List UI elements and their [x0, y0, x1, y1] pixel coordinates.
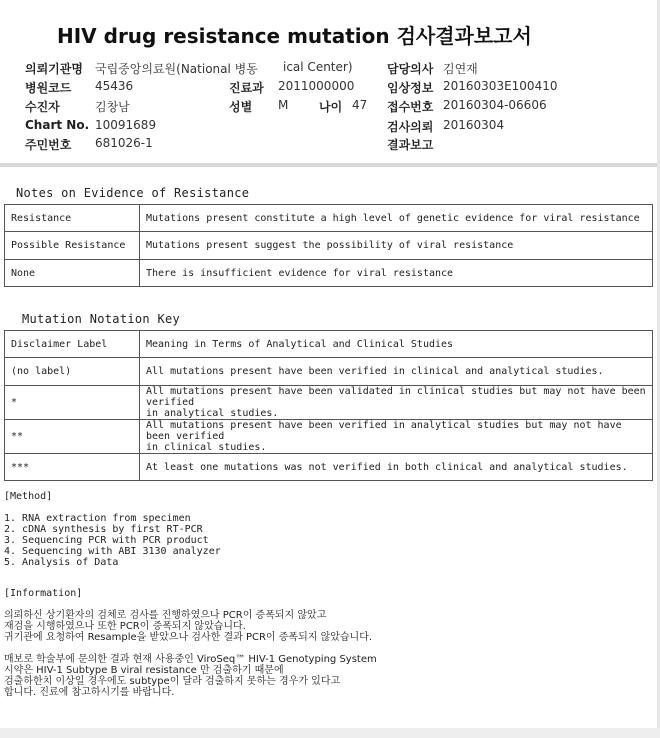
table-row	[5, 420, 653, 454]
key-desc-cell	[140, 454, 653, 481]
report-label: 결과보고	[387, 138, 434, 152]
key-desc-cell	[140, 358, 653, 386]
information-title: [Information]	[4, 588, 83, 599]
dept-value: 2011000000	[278, 79, 355, 93]
notes-label-cell: Resistance	[5, 205, 140, 232]
method-step: 4. Sequencing with ABI 3130 analyzer	[4, 546, 221, 557]
information-line: 합니다. 진료에 참고하시기를 바랍니다.	[4, 687, 175, 698]
information-line: 의뢰하신 상기환자의 검체로 검사를 진행하였으나 PCR이 증폭되지 않았고	[4, 610, 327, 621]
chart-label: Chart No.	[25, 118, 90, 132]
table-row	[5, 358, 653, 386]
method-step: 2. cDNA synthesis by first RT-PCR	[4, 524, 203, 535]
institution-value: 국립중앙의료원(National 병동	[95, 62, 258, 76]
information-line: 재검을 시행하였으나 또한 PCR이 증폭되지 않았습니다.	[4, 621, 246, 632]
patient-label: 수진자	[25, 100, 60, 114]
table-row	[5, 260, 653, 287]
method-step: 1. RNA extraction from specimen	[4, 513, 191, 524]
information-line: 시약은 HIV-1 Subtype B viral resistance 만 검출하기 때문에	[4, 665, 284, 676]
key-desc-line: All mutations present have been verified in analytical studies but may not have been verified	[146, 420, 622, 442]
notes-label-cell: Possible Resistance	[5, 232, 140, 260]
key-label-cell: (no label)	[5, 358, 140, 386]
information-line: 매보로 학술부에 문의한 결과 현재 사용중인 ViroSeq™ HIV-1 Genotyping System	[4, 654, 377, 665]
method-title: [Method]	[4, 491, 53, 502]
key-desc-cell	[140, 420, 653, 454]
key-desc-line: in clinical studies.	[146, 442, 267, 453]
institution-label: 의뢰기관명	[25, 62, 83, 76]
hospital-code-label: 병원코드	[25, 81, 72, 95]
key-label-cell: **	[5, 420, 140, 454]
request-label: 검사의뢰	[387, 120, 434, 134]
notes-title: Notes on Evidence of Resistance	[16, 186, 250, 200]
notes-table	[4, 204, 653, 287]
information-line: 검출하한치 이상일 경우에도 subtype이 달라 검출하지 못하는 경우가 있다고	[4, 676, 341, 687]
receipt-label: 접수번호	[387, 100, 434, 114]
key-desc-line: in analytical studies.	[146, 408, 279, 419]
request-value: 20160304	[443, 118, 505, 132]
hospital-code-value: 45436	[95, 79, 134, 93]
table-row	[5, 232, 653, 260]
header-divider	[0, 163, 660, 167]
notes-desc-cell: Mutations present suggest the possibility of viral resistance	[140, 232, 653, 260]
table-row	[5, 386, 653, 420]
key-header-label: Disclaimer Label	[5, 331, 140, 358]
table-row	[5, 331, 653, 358]
clinical-value: 20160303E100410	[443, 79, 558, 93]
chart-value: 10091689	[95, 118, 157, 132]
key-label-cell: ***	[5, 454, 140, 481]
age-value: 47	[352, 98, 368, 112]
method-step: 5. Analysis of Data	[4, 557, 119, 568]
sex-value: M	[278, 98, 289, 112]
age-label: 나이	[319, 100, 343, 114]
table-row	[5, 205, 653, 232]
notes-label-cell: None	[5, 260, 140, 287]
key-header-desc: Meaning in Terms of Analytical and Clinical Studies	[140, 331, 653, 358]
sex-label: 성별	[229, 100, 253, 114]
clinical-label: 임상정보	[387, 81, 434, 95]
doctor-value: 김연재	[443, 62, 478, 76]
table-row	[5, 454, 653, 481]
key-desc-line: All mutations present have been verified in clinical and analytical studies.	[146, 366, 604, 377]
method-step: 3. Sequencing PCR with PCR product	[4, 535, 209, 546]
receipt-value: 20160304-06606	[443, 98, 547, 112]
key-label-cell: *	[5, 386, 140, 420]
notes-desc-cell: There is insufficient evidence for viral resistance	[140, 260, 653, 287]
report-title: HIV drug resistance mutation 검사결과보고서	[57, 24, 532, 48]
rrn-value: 681026-1	[95, 136, 153, 150]
key-table	[4, 330, 653, 481]
information-line: 귀기관에 요청하여 Resample을 받았으나 검사한 결과 PCR이 증폭되지 않았습니다.	[4, 632, 373, 643]
notes-desc-cell: Mutations present constitute a high level of genetic evidence for viral resistance	[140, 205, 653, 232]
dept-label: 진료과	[229, 81, 264, 95]
key-desc-line: All mutations present have been validated in clinical studies but may not have been verified	[146, 386, 646, 408]
page-footer-bar	[0, 728, 660, 738]
rrn-label: 주민번호	[25, 138, 72, 152]
key-desc-line: At least one mutations was not verified in both clinical and analytical studies.	[146, 461, 628, 473]
center-value: ical Center)	[283, 60, 353, 74]
patient-value: 김창남	[95, 100, 130, 114]
key-title: Mutation Notation Key	[22, 312, 181, 326]
doctor-label: 담당의사	[387, 62, 434, 76]
key-desc-cell	[140, 386, 653, 420]
